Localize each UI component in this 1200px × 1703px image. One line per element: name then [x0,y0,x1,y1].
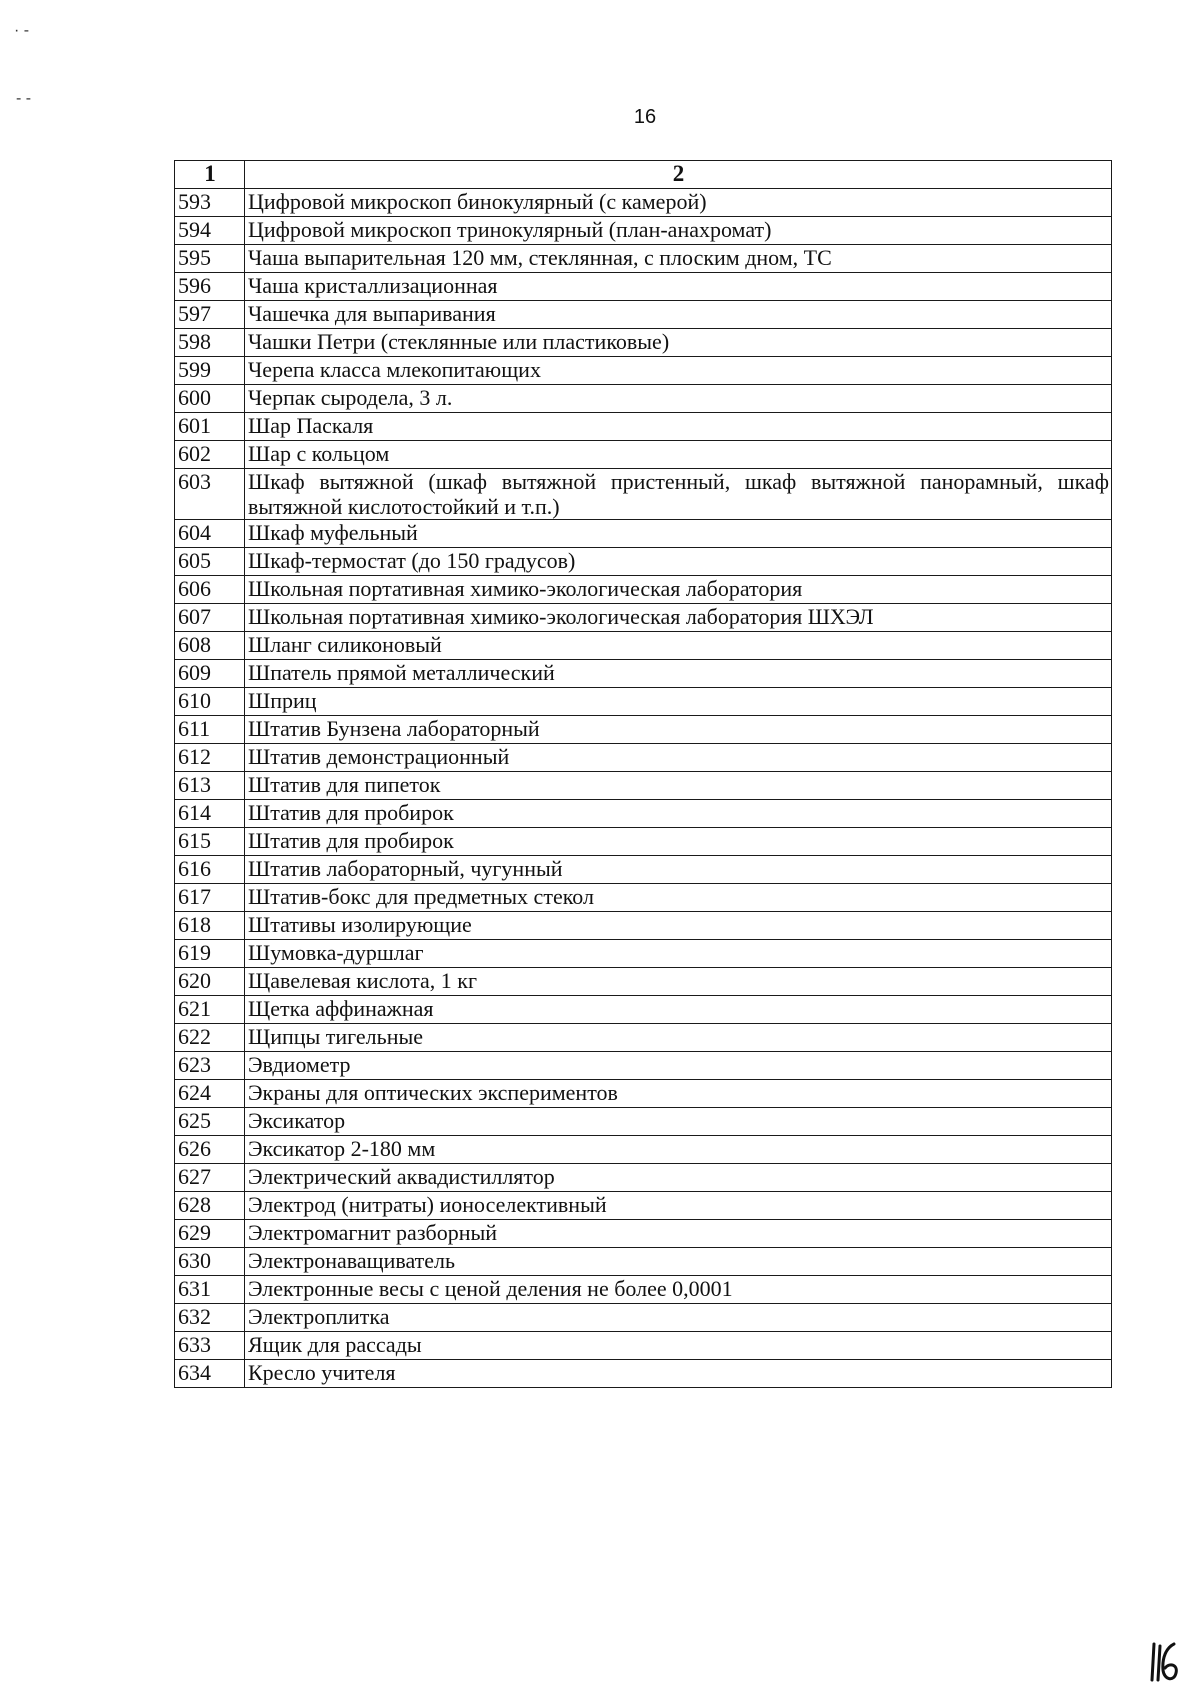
row-number: 616 [175,856,245,884]
item-name: Школьная портативная химико-экологическая лаборатория ШХЭЛ [245,604,1112,632]
row-number: 612 [175,744,245,772]
row-number: 594 [175,217,245,245]
table-row [175,912,1112,940]
row-number: 598 [175,329,245,357]
scan-mark: - - [16,90,32,107]
row-number: 632 [175,1304,245,1332]
table-row [175,856,1112,884]
row-number: 619 [175,940,245,968]
row-number: 608 [175,632,245,660]
table-row [175,660,1112,688]
item-name: Шар с кольцом [245,441,1112,469]
item-name: Штатив лабораторный, чугунный [245,856,1112,884]
table-row [175,744,1112,772]
item-name: Экраны для оптических экспериментов [245,1080,1112,1108]
table-row [175,245,1112,273]
item-name: Электронаващиватель [245,1248,1112,1276]
table-row [175,968,1112,996]
row-number: 600 [175,385,245,413]
item-name: Чашечка для выпаривания [245,301,1112,329]
item-name: Черпак сыродела, 3 л. [245,385,1112,413]
table-row [175,604,1112,632]
row-number: 601 [175,413,245,441]
row-number: 626 [175,1136,245,1164]
table-row [175,632,1112,660]
row-number: 631 [175,1276,245,1304]
item-name: Цифровой микроскоп бинокулярный (с камерой) [245,189,1112,217]
item-name: Чашки Петри (стеклянные или пластиковые) [245,329,1112,357]
equipment-table-container [174,160,1112,1388]
table-row [175,884,1112,912]
item-name: Шкаф-термостат (до 150 градусов) [245,548,1112,576]
table-row [175,1164,1112,1192]
item-name: Шумовка-дуршлаг [245,940,1112,968]
table-row [175,688,1112,716]
table-row [175,772,1112,800]
item-name: Штативы изолирующие [245,912,1112,940]
row-number: 628 [175,1192,245,1220]
item-name: Эксикатор [245,1108,1112,1136]
item-name: Ящик для рассады [245,1332,1112,1360]
row-number: 634 [175,1360,245,1388]
scan-mark: · - [14,22,30,39]
table-row [175,1080,1112,1108]
item-name: Электрический аквадистиллятор [245,1164,1112,1192]
row-number: 599 [175,357,245,385]
table-row [175,217,1112,245]
table-row [175,940,1112,968]
row-number: 627 [175,1164,245,1192]
row-number: 610 [175,688,245,716]
row-number: 593 [175,189,245,217]
item-name: Чаша выпарительная 120 мм, стеклянная, с плоским дном, ТС [245,245,1112,273]
row-number: 629 [175,1220,245,1248]
item-name: Щавелевая кислота, 1 кг [245,968,1112,996]
item-name: Чаша кристаллизационная [245,273,1112,301]
row-number: 615 [175,828,245,856]
row-number: 618 [175,912,245,940]
row-number: 613 [175,772,245,800]
table-row [175,469,1112,520]
item-name: Щипцы тигельные [245,1024,1112,1052]
item-name: Шпатель прямой металлический [245,660,1112,688]
item-name: Шкаф муфельный [245,520,1112,548]
row-number: 614 [175,800,245,828]
item-name: Штатив для пробирок [245,800,1112,828]
row-number: 596 [175,273,245,301]
item-name: Кресло учителя [245,1360,1112,1388]
row-number: 604 [175,520,245,548]
table-row [175,441,1112,469]
item-name: Цифровой микроскоп тринокулярный (план-анахромат) [245,217,1112,245]
table-row [175,520,1112,548]
table-row [175,1024,1112,1052]
item-name: Черепа класса млекопитающих [245,357,1112,385]
item-name: Эвдиометр [245,1052,1112,1080]
column-header-name: 2 [245,161,1112,189]
row-number: 617 [175,884,245,912]
row-number: 611 [175,716,245,744]
row-number: 597 [175,301,245,329]
table-row [175,1276,1112,1304]
row-number: 609 [175,660,245,688]
row-number: 621 [175,996,245,1024]
table-body [175,189,1112,1388]
table-row [175,385,1112,413]
row-number: 620 [175,968,245,996]
handwritten-page-mark [1148,1640,1182,1684]
table-row [175,301,1112,329]
table-row [175,548,1112,576]
table-header-row [175,161,1112,189]
row-number: 633 [175,1332,245,1360]
table-row [175,1304,1112,1332]
table-row [175,1108,1112,1136]
table-row [175,1136,1112,1164]
table-row [175,828,1112,856]
table-row [175,1052,1112,1080]
row-number: 624 [175,1080,245,1108]
table-row [175,1192,1112,1220]
row-number: 623 [175,1052,245,1080]
table-row [175,576,1112,604]
table-row [175,996,1112,1024]
item-name: Щетка аффинажная [245,996,1112,1024]
table-row [175,273,1112,301]
item-name: Электроплитка [245,1304,1112,1332]
item-name: Шар Паскаля [245,413,1112,441]
table-row [175,1360,1112,1388]
table-row [175,413,1112,441]
table-row [175,1248,1112,1276]
row-number: 606 [175,576,245,604]
item-name: Шланг силиконовый [245,632,1112,660]
item-name: Штатив-бокс для предметных стекол [245,884,1112,912]
table-row [175,329,1112,357]
item-name: Штатив для пипеток [245,772,1112,800]
table-row [175,1332,1112,1360]
item-name: Электромагнит разборный [245,1220,1112,1248]
equipment-table [174,160,1112,1388]
item-name: Электронные весы с ценой деления не более 0,0001 [245,1276,1112,1304]
column-header-number: 1 [175,161,245,189]
table-row [175,716,1112,744]
table-row [175,800,1112,828]
page-number: 16 [633,106,657,128]
item-name: Школьная портативная химико-экологическая лаборатория [245,576,1112,604]
item-name: Электрод (нитраты) ионоселективный [245,1192,1112,1220]
item-name: Штатив Бунзена лабораторный [245,716,1112,744]
item-name: Штатив для пробирок [245,828,1112,856]
row-number: 607 [175,604,245,632]
table-row [175,357,1112,385]
row-number: 595 [175,245,245,273]
item-name: Шприц [245,688,1112,716]
row-number: 605 [175,548,245,576]
row-number: 602 [175,441,245,469]
row-number: 622 [175,1024,245,1052]
table-row [175,189,1112,217]
item-name: Эксикатор 2-180 мм [245,1136,1112,1164]
item-name: Штатив демонстрационный [245,744,1112,772]
item-name: Шкаф вытяжной (шкаф вытяжной пристенный, шкаф вытяжной панорамный, шкаф вытяжной кислотостойкий и т.п.) [245,469,1112,520]
row-number: 630 [175,1248,245,1276]
row-number: 625 [175,1108,245,1136]
table-row [175,1220,1112,1248]
row-number: 603 [175,469,245,520]
